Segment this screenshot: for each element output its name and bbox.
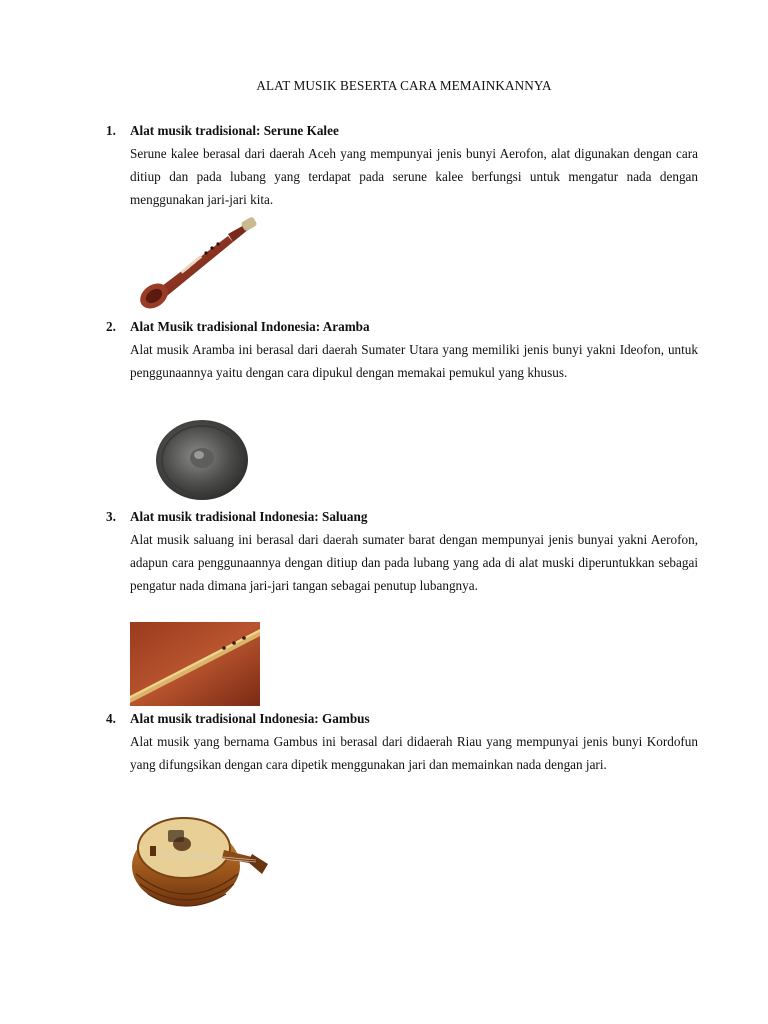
page-title: ALAT MUSIK BESERTA CARA MEMAINKANNYA	[256, 78, 552, 93]
section-body: Alat musik yang bernama Gambus ini berasal dari didaerah Riau yang mempunyai jenis bunyi Kordofun yang difungsikan dengan cara dipetik menggunakan jari dan memainkan nada dengan jari.	[130, 734, 698, 772]
section-serune-kalee	[106, 120, 698, 211]
section-number: 4.	[106, 711, 116, 726]
serune-kalee-image	[132, 216, 272, 316]
section-body: Alat musik saluang ini berasal dari daerah sumater barat dengan mempunyai jenis bunyai yakni Aerofon, adapun cara penggunaannya dengan ditiup dan pada lubang yang ada di alat muski diperuntukkan sebagai pengatur nada dimana jari-jari tangan sebagai penutup lubangnya.	[130, 532, 698, 593]
section-heading: Alat Musik tradisional Indonesia: Aramba	[130, 319, 370, 334]
section-body: Serune kalee berasal dari daerah Aceh yang mempunyai jenis bunyi Aerofon, alat digunakan dengan cara ditiup dan pada lubang yang terdapat pada serune kalee berfungsi untuk mengatur nada dengan menggunakan jari-jari kita.	[130, 146, 698, 207]
section-number: 1.	[106, 123, 116, 138]
section-body: Alat musik Aramba ini berasal dari daerah Sumater Utara yang memiliki jenis bunyi yakni Ideofon, untuk penggunaannya yaitu dengan cara dipukul dengan memakai pemukul yang khusus.	[130, 342, 698, 380]
section-number: 3.	[106, 509, 116, 524]
section-aramba	[106, 316, 698, 385]
gambus-lute-image	[128, 804, 274, 910]
saluang-flute-image	[130, 622, 260, 706]
section-gambus	[106, 708, 698, 777]
section-heading: Alat musik tradisional: Serune Kalee	[130, 123, 339, 138]
section-heading: Alat musik tradisional Indonesia: Saluang	[130, 509, 368, 524]
section-heading: Alat musik tradisional Indonesia: Gambus	[130, 711, 370, 726]
section-number: 2.	[106, 319, 116, 334]
aramba-gong-image	[132, 412, 272, 502]
section-saluang	[106, 506, 698, 597]
